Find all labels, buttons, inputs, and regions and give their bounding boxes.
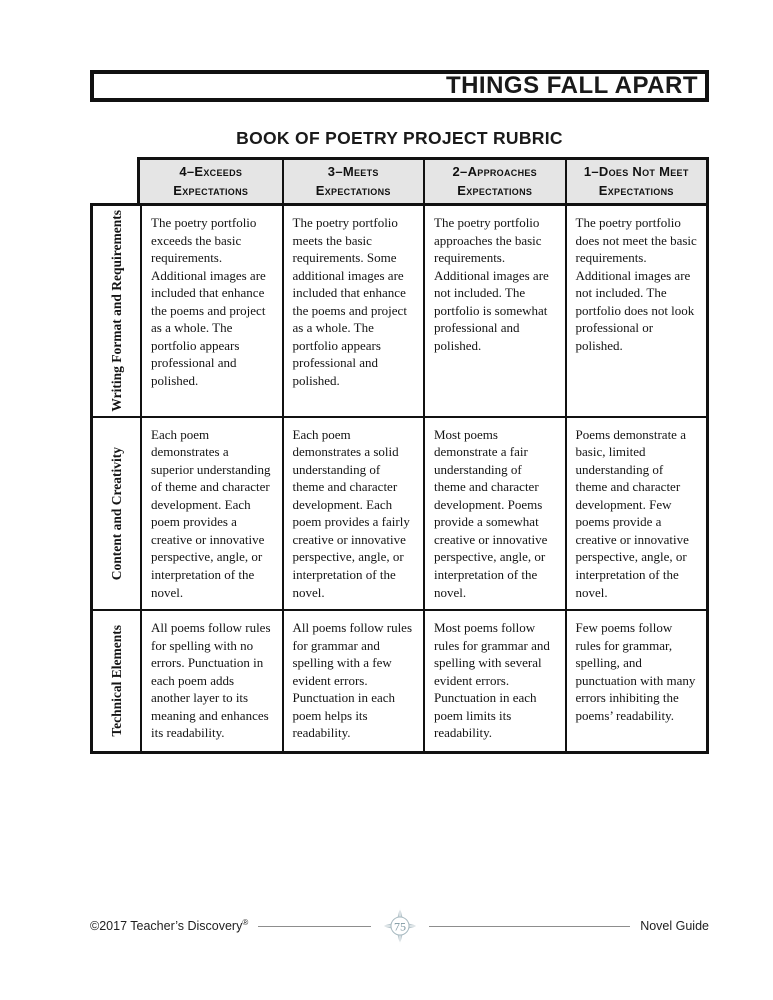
row-label-text: Technical Elements [108,625,124,737]
column-header-meets [282,160,424,203]
column-header-line: Expectations [315,182,391,198]
column-header-exceeds [140,160,282,203]
copyright-main: ©2017 Teacher’s Discovery [90,919,243,934]
rubric-cell-technical-2: Most poems follow rules for grammar and spelling with several evident errors. Punctuation in each poem limits its readability. [423,609,565,751]
row-label-content-creativity [93,416,140,609]
title-banner [90,70,709,102]
row-label-text: Content and Creativity [108,446,124,580]
column-header-line: 4–Exceeds [179,163,243,179]
column-header-line: Expectations [598,182,674,198]
rubric-cell-technical-1: Few poems follow rules for grammar, spelling, and punctuation with many errors inhibiting the poems’ readability. [565,609,707,751]
registered-mark: ® [242,918,249,928]
novel-guide-label: Novel Guide [640,919,709,933]
rubric-cell-writing-3: The poetry portfolio meets the basic requirements. Some additional images are included that enhance the poems and project as a whole. The portfolio appears professional and polished. [282,206,424,416]
column-header-line: Expectations [173,182,249,198]
rubric-cell-writing-1: The poetry portfolio does not meet the basic requirements. Additional images are not included. The portfolio does not look professional or polished. [565,206,707,416]
column-header-line: 3–Meets [327,163,379,179]
column-header-line: 2–Approaches [452,163,537,179]
rubric-subtitle: BOOK OF POETRY PROJECT RUBRIC [236,128,563,148]
page-number-ornament [381,907,419,945]
rubric-header-row [137,157,709,203]
rubric-cell-content-3: Each poem demonstrates a solid understanding of theme and character development. Each poem provides a fairly creative or innovative perspective, angle, or interpretation of the novel. [282,416,424,609]
footer-rule-left [258,926,370,927]
row-label-writing-format [93,206,140,416]
footer-left-section [90,918,381,933]
column-header-does-not-meet [565,160,707,203]
rubric-cell-writing-2: The poetry portfolio approaches the basic requirements. Additional images are not included. The portfolio is somewhat professional and polished. [423,206,565,416]
rubric-cell-content-1: Poems demonstrate a basic, limited understanding of theme and character development. Few poems provide a creative or innovative perspective, angle, or interpretation of the novel. [565,416,707,609]
footer-rule-right [429,926,631,927]
rubric-cell-content-4: Each poem demonstrates a superior understanding of theme and character development. Each poem provides a creative or innovative perspective, angle, or interpretation of the novel. [140,416,282,609]
rubric-cell-technical-3: All poems follow rules for grammar and spelling with a few evident errors. Punctuation in each poem helps its readability. [282,609,424,751]
row-label-technical-elements [93,609,140,751]
column-header-line: 1–Does Not Meet [583,163,689,179]
page-title: THINGS FALL APART [445,72,698,99]
column-header-approaches [423,160,565,203]
rubric-table [90,157,709,754]
page-number: 75 [393,919,406,934]
column-header-line: Expectations [457,182,533,198]
row-label-text: Writing Format and Requirements [108,210,124,412]
rubric-cell-technical-4: All poems follow rules for spelling with no errors. Punctuation in each poem adds another layer to its meaning and enhances its readability. [140,609,282,751]
rubric-cell-writing-4: The poetry portfolio exceeds the basic requirements. Additional images are included that enhance the poems and project as a whole. The portfolio appears professional and polished. [140,206,282,416]
rubric-cell-content-2: Most poems demonstrate a fair understanding of theme and character development. Poems provide a somewhat creative or innovative perspective, angle, or interpretation of the novel. [423,416,565,609]
rubric-body [90,203,709,754]
footer-right-section [419,919,710,933]
copyright-text [90,918,248,933]
page-footer [90,907,709,945]
